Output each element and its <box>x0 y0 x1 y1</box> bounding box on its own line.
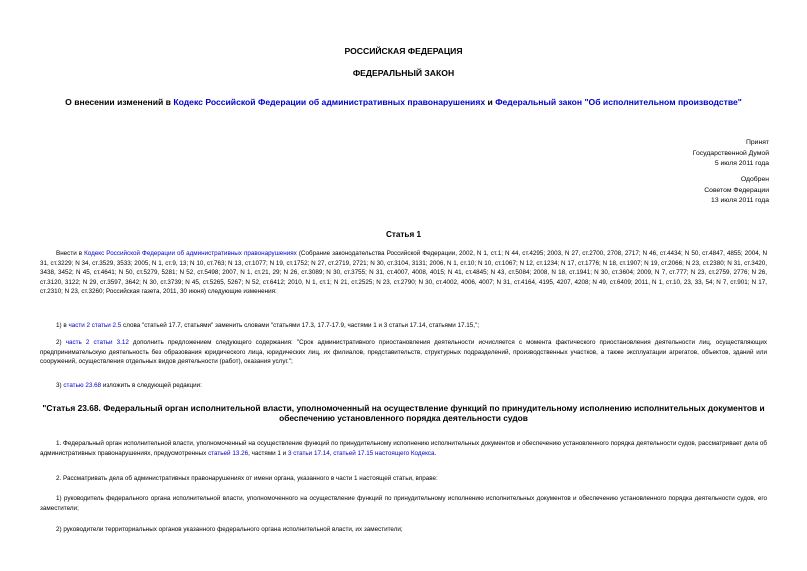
item-3 <box>40 381 767 391</box>
art-23-68-part-2: 2. Рассматривать дела об административных правонарушениях от имени органа, указанного в части 1 настоящей статьи, вправе: <box>56 475 438 482</box>
article-1-heading: Статья 1 <box>385 230 422 239</box>
art-23-68-part-1 <box>40 439 767 458</box>
article-23-68-title: "Статья 23.68. Федеральный орган исполнительной власти, уполномоченный на осуществление функций по принудительному исполнению исполнительных документов и обеспечению установленного порядка деятельности судов <box>42 403 765 424</box>
item-1-link[interactable]: части 2 статьи 2.5 <box>68 322 122 329</box>
part-1-text-2: , частями 1 и <box>248 449 288 457</box>
article-1-intro <box>40 249 767 297</box>
law-title-pre: О внесении изменений в <box>65 97 174 107</box>
enforcement-law-link[interactable]: Федеральный закон "Об исполнительном производстве" <box>495 97 742 107</box>
code-link[interactable]: Кодекс Российской Федерации об административных правонарушениях <box>173 97 486 107</box>
part-1-text-1: 1. Федеральный орган исполнительной власти, уполномоченный на осуществление функций по принудительному исполнению исполнительных документов и обеспечению установленного порядка деятельности судов, рассматривает дела об административных правонарушениях, предусмотренных <box>40 440 767 457</box>
intro-pre: Внести в <box>56 250 85 257</box>
article-17-15-link[interactable]: статьей 17.15 настоящего Кодекса <box>333 449 435 457</box>
approved-date: 13 июля 2011 года <box>711 197 769 205</box>
item-1-pre: 1) в <box>56 322 69 329</box>
item-2 <box>40 338 767 367</box>
item-2-text: дополнить предложением следующего содержания: "Срок административного приостановления деятельности исчисляется с момента фактического приостановления деятельности лиц, осуществляющих предпринимательскую деятельность без образования юридического лица, юридических лиц, их филиалов, представительств, структурных подразделений, производственных участков, а также эксплуатации агрегатов, объектов, зданий или сооружений, осуществления отдельных видов деятельности (работ), оказания услуг."; <box>40 339 767 366</box>
adopted-stamp <box>693 138 769 170</box>
country-heading: РОССИЙСКАЯ ФЕДЕРАЦИЯ <box>344 46 463 56</box>
article-17-14-link[interactable]: 3 статьи 17.14 <box>287 449 330 457</box>
item-1-text: слова "статьей 17.7, статьями" заменить словами "статьями 17.3, 17.7-17.9, частями 1 и 3 статьи 17.14, статьями 17.15,"; <box>121 322 480 329</box>
article-13-26-link[interactable]: статьей 13.26 <box>208 449 249 457</box>
approved-by: Советом Федерации <box>704 186 769 194</box>
law-title-mid: и <box>485 97 496 107</box>
approved-label: Одобрен <box>740 176 769 183</box>
doc-type-heading: ФЕДЕРАЛЬНЫЙ ЗАКОН <box>352 68 455 78</box>
art-23-68-part-2-item-1: 1) руководитель федерального органа исполнительной власти, уполномоченного на осуществление функций по принудительному исполнению исполнительных документов и обеспечению установленного порядка деятельности судов, его заместители; <box>40 495 767 512</box>
intro-code-link[interactable]: Кодекс Российской Федерации об административных правонарушениях <box>84 250 297 257</box>
item-1 <box>40 321 767 331</box>
item-2-link[interactable]: часть 2 статьи 3.12 <box>65 339 129 346</box>
approved-stamp <box>704 175 769 207</box>
item-3-pre: 3) <box>56 382 64 389</box>
adopted-label: Принят <box>745 139 769 146</box>
art-23-68-part-2-item-2: 2) руководители территориальных органов указанного федерального органа исполнительной власти, их заместители; <box>56 526 403 533</box>
intro-text: (Собрание законодательства Российской Федерации, 2002, N 1, ст.1; N 44, ст.4295; 2003, N 27, ст.2700, 2708, 2717; N 46, ст.4434; N 50, ст.4847, 4855; 2004, N 31, ст.3229; N 34, ст.3529, 3533; 2005, N 1, ст.9, 13; N 10, ст.763; N 13, ст.1077; N 19, ст.1752; N 27, ст.2719, 2721; N 30, ст.3104, 3131; 2006, N 1, ст.10; N 10, ст.1067; N 12, ст.1234; N 17, ст.1776; N 18, ст.1907; N 19, ст.2066; N 23, ст.2380; N 31, ст.3420, 3438, 3452; N 45, ст.4641; N 50, ст.5279, 5281; N 52, ст.5498; 2007, N 1, ст.21, 29; N 26, ст.3089; N 30, ст.3755; N 31, ст.4007, 4008, 4015; N 41, ст.4845; N 43, ст.5084; 2008, N 18, ст.1941; N 30, ст.3604; 2009, N 7, ст.777; N 23, ст.2759, 2776; N 26, ст.3120, 3122; N 29, ст.3597, 3642; N 30, ст.3739; N 45, ст.5265, 5267; N 52, ст.6412; 2010, N 1, ст.1; N 21, ст.2525; N 23, ст.2790; N 30, ст.4002, 4006, 4007; N 31, ст.4164, 4195, 4207, 4208; N 49, ст.6409; 2011, N 1, ст.10, 23, 33, 54; N 7, ст.901; N 17, ст.2310; N 23, ст.3260; Российская газета, 2011, 30 июня) следующие изменения: <box>40 250 767 296</box>
item-3-text: изложить в следующей редакции: <box>101 382 202 389</box>
part-1-text-3: , <box>329 449 334 457</box>
item-2-pre: 2) <box>56 339 66 346</box>
part-1-text-4: . <box>434 449 437 457</box>
law-title <box>0 97 807 107</box>
adopted-date: 5 июля 2011 года <box>714 160 769 168</box>
adopted-by: Государственной Думой <box>692 149 769 157</box>
item-3-link[interactable]: статью 23.68 <box>63 382 102 389</box>
